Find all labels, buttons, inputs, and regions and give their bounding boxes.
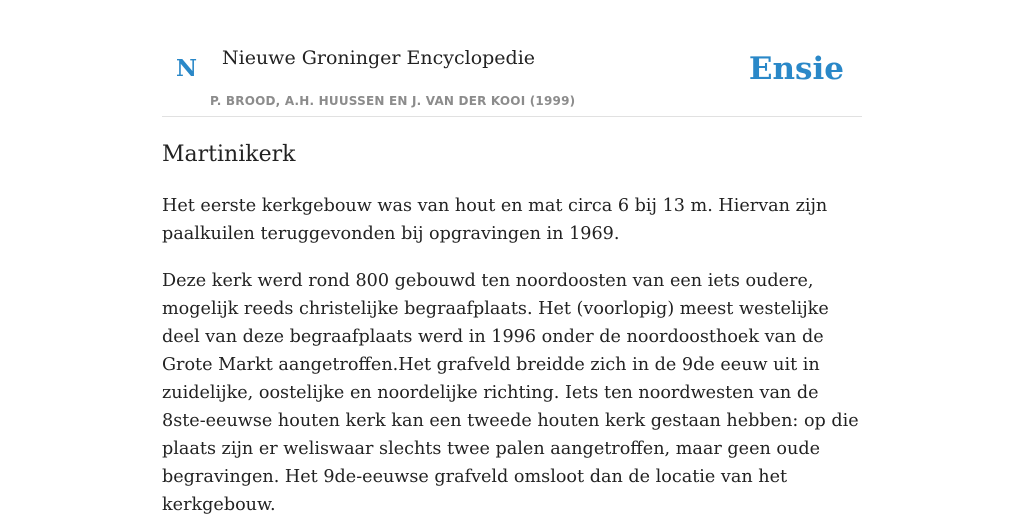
paragraph-1: Het eerste kerkgebouw was van hout en mat circa 6 bij 13 m. Hiervan zijn paalkuilen teruggevonden bij opgravingen in 1969. [162, 196, 828, 244]
book-title[interactable]: Nieuwe Groninger Encyclopedie [222, 47, 536, 69]
book-authors: P. BROOD, A.H. HUUSSEN EN J. VAN DER KOOI (1999) [210, 94, 576, 108]
article-page [162, 0, 862, 515]
book-logo-icon[interactable]: N [176, 55, 198, 82]
ensie-logo[interactable]: Ensie [748, 51, 844, 87]
paragraph-2: Deze kerk werd rond 800 gebouwd ten noordoosten van een iets oudere, mogelijk reeds christelijke begraafplaats. Het (voorlopig) meest westelijke deel van deze begraafplaats werd in 1996 onder de noordoosthoek van de Grote Markt aangetroffen.Het grafveld breidde zich in de 9de eeuw uit in zuidelijke, oostelijke en noordelijke richting. Iets ten noordwesten van de 8ste-eeuwse houten kerk kan een tweede houten kerk gestaan hebben: op die plaats zijn er weliswaar slechts twee palen aangetroffen, maar geen oude begravingen. Het 9de-eeuwse grafveld omsloot dan de locatie van het kerkgebouw. [162, 271, 859, 515]
source-header [162, 0, 862, 117]
page-title: Martinikerk [162, 142, 296, 167]
